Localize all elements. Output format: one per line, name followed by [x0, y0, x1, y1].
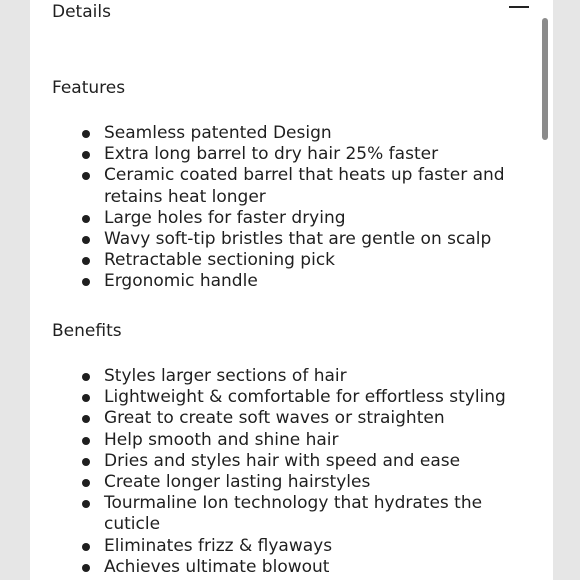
list-item: Seamless patented Design: [76, 123, 506, 144]
list-item: Achieves ultimate blowout: [76, 557, 506, 578]
details-header[interactable]: Details: [52, 2, 111, 22]
minus-icon: [509, 6, 529, 8]
list-item: Dries and styles hair with speed and ease: [76, 451, 506, 472]
list-item: Wavy soft-tip bristles that are gentle on scalp: [76, 229, 506, 250]
details-panel: [30, 0, 553, 580]
list-item: Ceramic coated barrel that heats up faster and retains heat longer: [76, 165, 506, 207]
list-item: Styles larger sections of hair: [76, 366, 506, 387]
list-item: Ergonomic handle: [76, 271, 506, 292]
list-item: Great to create soft waves or straighten: [76, 408, 506, 429]
list-item: Help smooth and shine hair: [76, 430, 506, 451]
list-item: Extra long barrel to dry hair 25% faster: [76, 144, 506, 165]
benefits-title: Benefits: [52, 321, 122, 341]
features-list: [76, 123, 506, 293]
benefits-list: [76, 366, 506, 578]
list-item: Retractable sectioning pick: [76, 250, 506, 271]
list-item: Tourmaline Ion technology that hydrates the cuticle: [76, 493, 506, 535]
scrollbar[interactable]: [542, 18, 548, 140]
collapse-button[interactable]: [509, 0, 529, 14]
list-item: Eliminates frizz & flyaways: [76, 536, 506, 557]
list-item: Lightweight & comfortable for effortless styling: [76, 387, 506, 408]
list-item: Create longer lasting hairstyles: [76, 472, 506, 493]
list-item: Large holes for faster drying: [76, 208, 506, 229]
features-title: Features: [52, 78, 126, 98]
